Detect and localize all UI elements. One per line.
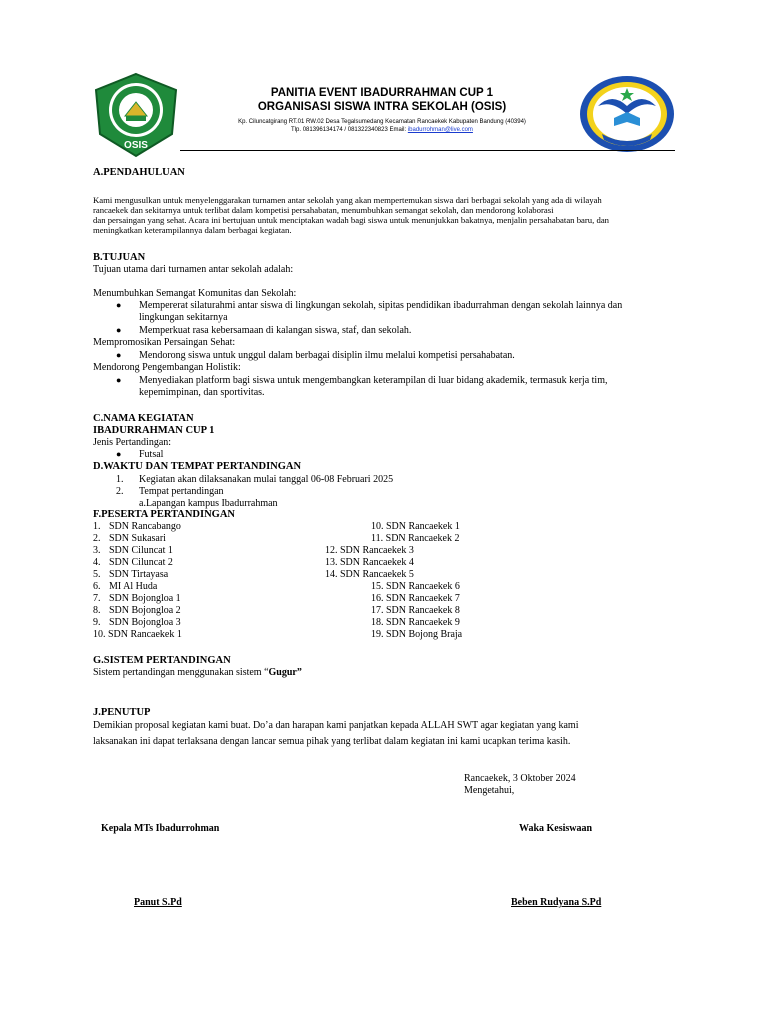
section-j-line2: laksanakan ini dapat terlaksana dengan lancar semua pihak yang terlibat dalam kegiatan ini kami ucapkan terima kasih. xyxy=(93,736,571,747)
participant-number: 1. xyxy=(93,521,101,532)
section-b-g1-item1-line2: lingkungan sekitarnya xyxy=(139,312,228,323)
header-address: Kp. Ciluncatgirang RT.01 RW.02 Desa Tegalsumedang Kecamatan Rancaekek Kabupaten Bandung (40394) xyxy=(238,119,526,125)
participant-name: SDN Bojongloa 3 xyxy=(109,617,181,628)
participant-item xyxy=(93,629,182,641)
section-j-title: J.PENUTUP xyxy=(93,707,151,718)
section-d-item2-number: 2. xyxy=(116,486,124,497)
section-b-g2-item1: Mendorong siswa untuk unggul dalam berbagai disiplin ilmu melalui kompetisi persahabatan. xyxy=(139,350,515,361)
participant-name: SDN Rancabango xyxy=(109,521,181,532)
section-c-jenis-item: Futsal xyxy=(139,449,164,460)
svg-text:OSIS: OSIS xyxy=(124,140,148,151)
participant-right-item: 11. SDN Rancaekek 2 xyxy=(371,533,460,544)
participant-name: SDN Tirtayasa xyxy=(109,569,169,580)
section-c-title: C.NAMA KEGIATAN xyxy=(93,413,194,424)
section-b-g3-item1-line1: Menyediakan platform bagi siswa untuk mengembangkan keterampilan di luar bidang akademik, termasuk kerja tim, xyxy=(139,375,608,386)
section-g-system-name: Gugur” xyxy=(268,667,302,678)
participant-item xyxy=(93,521,182,533)
participant-number: 10. xyxy=(93,629,106,640)
participant-right-item: 12. SDN Rancaekek 3 xyxy=(325,545,414,556)
participant-name: SDN Bojongloa 2 xyxy=(109,605,181,616)
section-b-g1-item1-line1: Mempererat silaturahmi antar siswa di lingkungan sekolah, sipitas pendidikan ibadurrahman dengan sekolah lainnya dan xyxy=(139,300,623,311)
participant-item xyxy=(93,593,182,605)
participant-right-item: 18. SDN Rancaekek 9 xyxy=(371,617,460,628)
participant-number: 6. xyxy=(93,581,101,592)
section-a-title: A.PENDAHULUAN xyxy=(93,167,185,178)
section-b-group1: Menumbuhkan Semangat Komunitas dan Sekolah: xyxy=(93,288,297,299)
participants-left-list xyxy=(93,521,182,641)
section-b-intro: Tujuan utama dari turnamen antar sekolah adalah: xyxy=(93,264,294,275)
section-a-line: meningkatkan keterampilannya dalam berbagai kegiatan. xyxy=(93,225,292,235)
section-a-line: Kami mengusulkan untuk menyelenggarakan turnamen antar sekolah yang akan mempertemukan siswa dari berbagai sekolah yang ada di wilayah xyxy=(93,195,602,205)
ibadur-rohman-logo xyxy=(578,74,676,154)
section-g-title: G.SISTEM PERTANDINGAN xyxy=(93,655,231,666)
participant-number: 8. xyxy=(93,605,101,616)
closing-acknowledged: Mengetahui, xyxy=(464,785,515,796)
signature-right-role: Waka Kesiswaan xyxy=(519,823,593,834)
signature-left-name: Panut S.Pd xyxy=(134,897,182,908)
section-b-group2: Mempromosikan Persaingan Sehat: xyxy=(93,337,236,348)
section-a-line: rancaekek dan sekitarnya untuk terlibat dalam kompetisi persahabatan, menumbuhkan semangat sekolah, dan mendorong kolaborasi xyxy=(93,205,554,215)
section-b-title: B.TUJUAN xyxy=(93,252,146,263)
header-phone: Tlp. 081396134174 / 081322340823 Email: xyxy=(291,127,408,133)
section-g-text xyxy=(93,667,302,679)
section-b-g3-item1-line2: kepemimpinan, dan sportivitas. xyxy=(139,387,265,398)
section-b-group3: Mendorong Pengembangan Holistik: xyxy=(93,362,241,373)
header-title-line2: ORGANISASI SISWA INTRA SEKOLAH (OSIS) xyxy=(257,101,507,113)
participant-number: 7. xyxy=(93,593,101,604)
participant-item xyxy=(93,557,182,569)
section-j-line1: Demikian proposal kegiatan kami buat. Do’a dan harapan kami panjatkan kepada ALLAH SWT agar kegiatan yang kami xyxy=(93,720,579,731)
participant-right-item: 19. SDN Bojong Braja xyxy=(371,629,463,640)
participant-right-item: 14. SDN Rancaekek 5 xyxy=(325,569,414,580)
participant-name: SDN Sukasari xyxy=(109,533,166,544)
closing-place-date: Rancaekek, 3 Oktober 2024 xyxy=(464,773,576,784)
participant-name: SDN Ciluncat 1 xyxy=(109,545,173,556)
participant-right-item: 15. SDN Rancaekek 6 xyxy=(371,581,460,592)
header-divider xyxy=(180,150,675,151)
bullet-icon: ● xyxy=(116,375,122,385)
section-b-g1-item2: Memperkuat rasa kebersamaan di kalangan siswa, staf, dan sekolah. xyxy=(139,325,412,336)
section-f-title: F.PESERTA PERTANDINGAN xyxy=(93,509,236,520)
signature-right-name: Beben Rudyana S.Pd xyxy=(511,897,602,908)
section-a-paragraph xyxy=(93,195,675,235)
participant-name: SDN Bojongloa 1 xyxy=(109,593,181,604)
bullet-icon: ● xyxy=(116,350,122,360)
section-d-item1: Kegiatan akan dilaksanakan mulai tanggal 06-08 Februari 2025 xyxy=(139,474,394,485)
header-title-line1: PANITIA EVENT IBADURRAHMAN CUP 1 xyxy=(270,87,494,99)
participant-item xyxy=(93,605,182,617)
participant-number: 5. xyxy=(93,569,101,580)
bullet-icon: ● xyxy=(116,449,122,459)
bullet-icon: ● xyxy=(116,325,122,335)
participant-right-item: 10. SDN Rancaekek 1 xyxy=(371,521,460,532)
participant-name: MI Al Huda xyxy=(109,581,158,592)
section-d-item1-number: 1. xyxy=(116,474,124,485)
participant-right-item: 16. SDN Rancaekek 7 xyxy=(371,593,460,604)
section-d-item2: Tempat pertandingan xyxy=(139,486,224,497)
section-c-event-name: IBADURRAHMAN CUP 1 xyxy=(93,425,215,436)
participant-name: SDN Rancaekek 1 xyxy=(108,629,182,640)
header-email-link[interactable]: ibadurrohman@live.com xyxy=(407,127,473,133)
participant-item xyxy=(93,581,182,593)
participant-item xyxy=(93,545,182,557)
participant-item xyxy=(93,569,182,581)
bullet-icon: ● xyxy=(116,300,122,310)
header-contact xyxy=(180,127,584,133)
participant-number: 9. xyxy=(93,617,101,628)
osis-madrasah-logo xyxy=(92,72,180,158)
signature-left-role: Kepala MTs Ibadurrohman xyxy=(101,823,220,834)
participant-number: 4. xyxy=(93,557,101,568)
participant-right-item: 17. SDN Rancaekek 8 xyxy=(371,605,460,616)
participant-item xyxy=(93,617,182,629)
participant-name: SDN Ciluncat 2 xyxy=(109,557,173,568)
participant-number: 3. xyxy=(93,545,101,556)
section-b-g1-item1 xyxy=(139,300,675,324)
section-b-g3-item1 xyxy=(139,375,675,399)
section-a-line: dan persaingan yang sehat. Acara ini bertujuan untuk menciptakan wadah bagi siswa untuk menunjukkan bakatnya, menjalin persahabatan baru, dan xyxy=(93,215,610,225)
section-c-jenis-label: Jenis Pertandingan: xyxy=(93,437,172,448)
section-d-item2-sub: a.Lapangan kampus Ibadurrahman xyxy=(139,498,278,509)
section-d-title: D.WAKTU DAN TEMPAT PERTANDINGAN xyxy=(93,461,302,472)
section-g-text-prefix: Sistem pertandingan menggunakan sistem “ xyxy=(93,667,269,678)
participant-number: 2. xyxy=(93,533,101,544)
participant-item xyxy=(93,533,182,545)
participant-right-item: 13. SDN Rancaekek 4 xyxy=(325,557,414,568)
